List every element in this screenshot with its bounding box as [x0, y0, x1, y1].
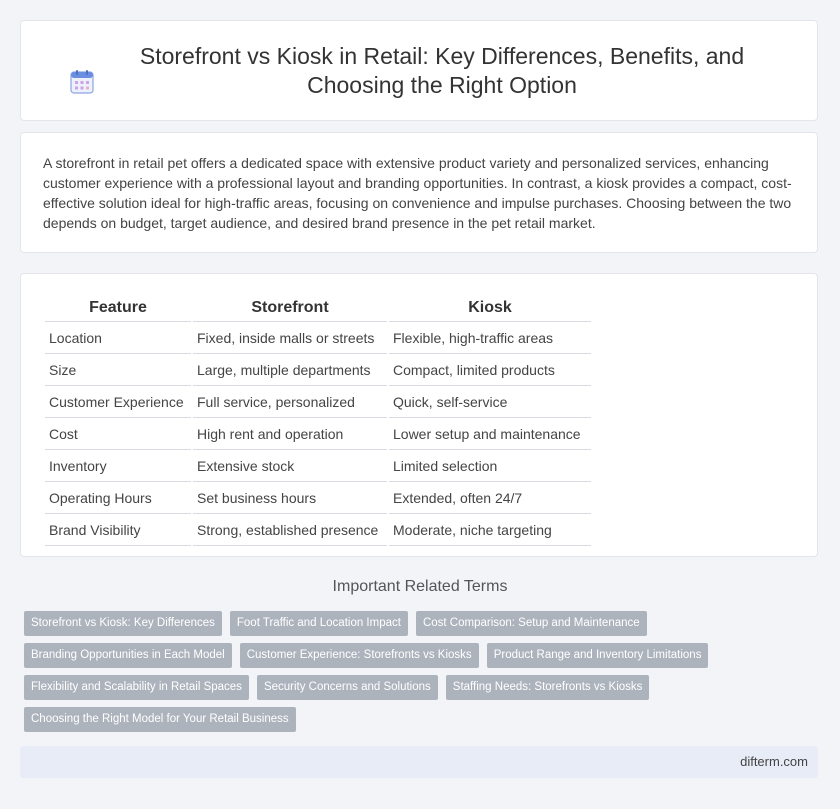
tag-link[interactable]: Choosing the Right Model for Your Retail Business: [24, 707, 296, 732]
table-cell: Cost: [45, 420, 191, 450]
intro-paragraph: A storefront in retail pet offers a dedicated space with extensive product variety and personalized services, enhancing customer experience with a professional layout and branding opportunities. In contrast, a kiosk provides a compact, cost-effective solution ideal for high-traffic areas, focusing on convenience and impulse purchases. Choosing between the two depends on budget, target audience, and desired brand presence in the pet retail market.: [43, 155, 792, 231]
table-cell: Customer Experience: [45, 388, 191, 418]
table-cell: Brand Visibility: [45, 516, 191, 546]
column-header-feature: Feature: [45, 296, 191, 322]
column-header-kiosk: Kiosk: [389, 296, 591, 322]
table-cell: Full service, personalized: [193, 388, 387, 418]
tag-link[interactable]: Foot Traffic and Location Impact: [230, 611, 408, 636]
table-cell: Flexible, high-traffic areas: [389, 324, 591, 354]
table-cell: Extensive stock: [193, 452, 387, 482]
column-header-storefront: Storefront: [193, 296, 387, 322]
table-row: [45, 324, 591, 354]
tag-row: [24, 675, 824, 700]
table-row: [45, 388, 591, 418]
tag-row: [24, 643, 824, 668]
page-title: Storefront vs Kiosk in Retail: Key Differences, Benefits, and Choosing the Right Option: [139, 42, 745, 98]
table-cell: Lower setup and maintenance: [389, 420, 591, 450]
comparison-card: [20, 273, 818, 557]
footer-site-link[interactable]: difterm.com: [740, 754, 808, 769]
tag-link[interactable]: Branding Opportunities in Each Model: [24, 643, 232, 668]
table-header-row: [45, 296, 591, 322]
tag-link[interactable]: Customer Experience: Storefronts vs Kiosks: [240, 643, 479, 668]
table-cell: Inventory: [45, 452, 191, 482]
tag-row: [24, 611, 824, 636]
table-row: [45, 452, 591, 482]
table-cell: Size: [45, 356, 191, 386]
table-cell: Limited selection: [389, 452, 591, 482]
tag-link[interactable]: Staffing Needs: Storefronts vs Kiosks: [446, 675, 650, 700]
table-cell: Moderate, niche targeting: [389, 516, 591, 546]
calendar-icon: [69, 69, 95, 95]
tag-link[interactable]: Storefront vs Kiosk: Key Differences: [24, 611, 222, 636]
footer: [20, 746, 818, 778]
title-wrap: [69, 42, 769, 100]
table-cell: Set business hours: [193, 484, 387, 514]
table-cell: Extended, often 24/7: [389, 484, 591, 514]
tag-link[interactable]: Product Range and Inventory Limitations: [487, 643, 709, 668]
table-row: [45, 420, 591, 450]
table-cell: Large, multiple departments: [193, 356, 387, 386]
table-cell: Quick, self-service: [389, 388, 591, 418]
table-row: [45, 356, 591, 386]
table-cell: Fixed, inside malls or streets: [193, 324, 387, 354]
related-terms-heading: Important Related Terms: [332, 578, 508, 595]
tag-row: [24, 707, 824, 732]
tag-link[interactable]: Flexibility and Scalability in Retail Spaces: [24, 675, 249, 700]
table-cell: Operating Hours: [45, 484, 191, 514]
table-cell: High rent and operation: [193, 420, 387, 450]
table-cell: Compact, limited products: [389, 356, 591, 386]
comparison-table: [43, 294, 593, 548]
table-cell: Location: [45, 324, 191, 354]
title-card: [20, 20, 818, 121]
table-row: [45, 516, 591, 546]
tag-link[interactable]: Security Concerns and Solutions: [257, 675, 438, 700]
table-row: [45, 484, 591, 514]
tag-link[interactable]: Cost Comparison: Setup and Maintenance: [416, 611, 647, 636]
related-terms-tags: [24, 611, 824, 739]
table-cell: Strong, established presence: [193, 516, 387, 546]
intro-card: [20, 132, 818, 253]
